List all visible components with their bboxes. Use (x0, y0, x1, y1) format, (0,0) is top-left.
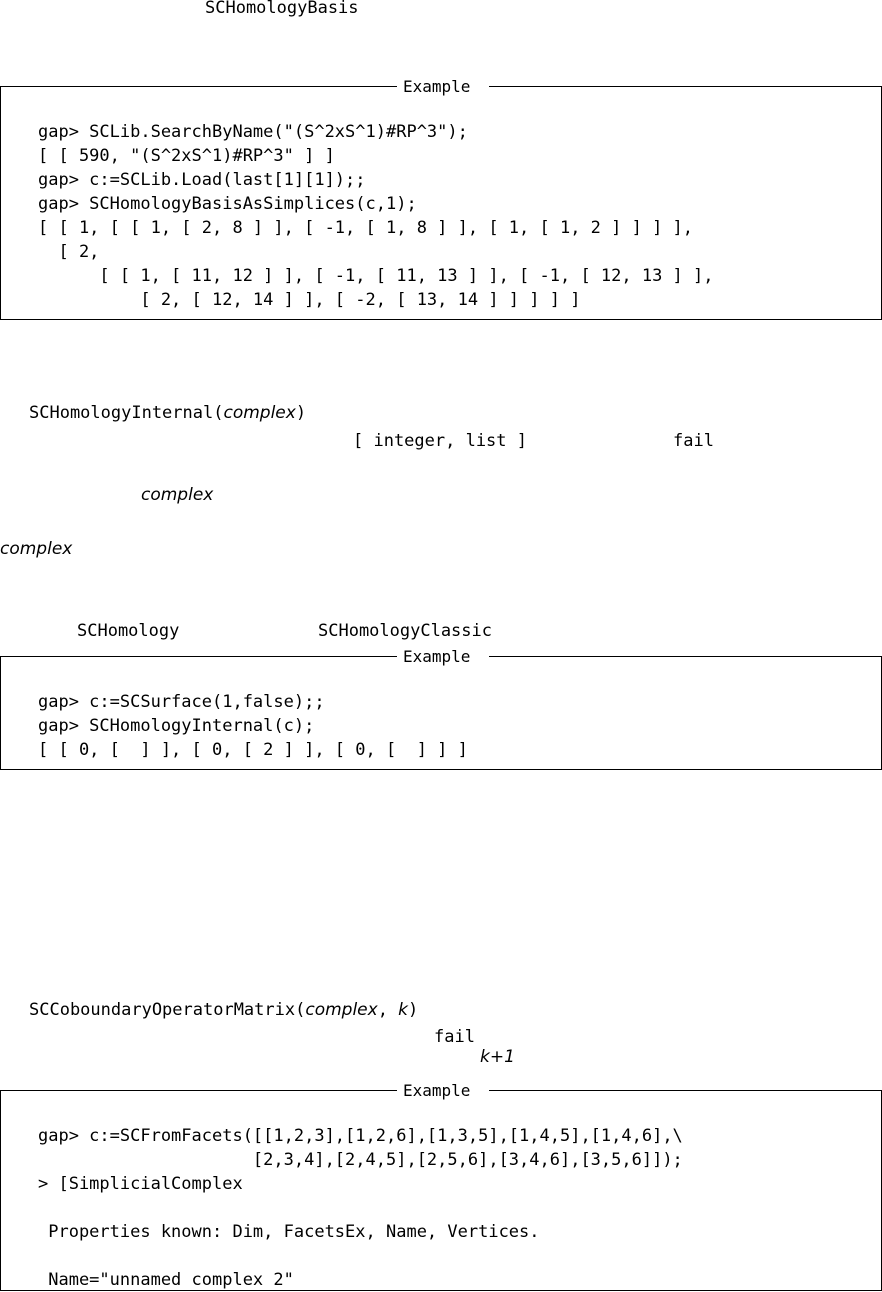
code-line: gap> SCHomologyBasisAsSimplices(c,1); (38, 194, 417, 214)
param-reference: complex (0, 539, 73, 559)
code-line: [ [ 590, "(S^2xS^1)#RP^3" ] ] (38, 146, 335, 166)
code-line (38, 1244, 683, 1268)
example-box-3 (0, 1081, 882, 1291)
code-line: [ [ 1, [ [ 1, [ 2, 8 ] ], [ -1, [ 1, 8 ] ], [ 1, [ 1, 2 ] ] ] ], (38, 218, 694, 238)
example-box-2 (0, 647, 882, 770)
code-line: [ [ 1, [ 11, 12 ] ], [ -1, [ 11, 13 ] ], [ -1, [ 12, 13 ] ], (38, 266, 714, 286)
function-name: SCCoboundaryOperatorMatrix( (29, 1000, 306, 1020)
param-reference: complex (141, 485, 214, 505)
code-line: > [SimplicialComplex (38, 1174, 243, 1194)
code-line: gap> SCLib.SearchByName("(S^2xS^1)#RP^3"); (38, 122, 468, 142)
code-line: [ [ 0, [ ] ], [ 0, [ 2 ] ], [ 0, [ ] ] ] (38, 740, 468, 760)
example-box-title: Example (397, 79, 476, 95)
returns-fail: fail (673, 431, 714, 451)
code-line: [ 2, (38, 242, 100, 262)
signature-close: ) (295, 403, 307, 423)
returns-fail: fail (434, 1027, 475, 1047)
function-name: SCHomologyInternal( (29, 403, 224, 423)
example-code-block (38, 96, 714, 312)
returns-type: [ integer, list ] (353, 431, 527, 451)
code-line: Properties known: Dim, FacetsEx, Name, Vertices. (38, 1222, 540, 1242)
code-line: gap> SCHomologyInternal(c); (38, 716, 315, 736)
code-line: [2,3,4],[2,4,5],[2,5,6],[3,4,6],[3,5,6]]); (38, 1150, 683, 1170)
code-line: Name="unnamed complex 2" (38, 1270, 294, 1290)
dimension-reference: k+1 (480, 1047, 515, 1067)
function-arg: complex (223, 403, 296, 423)
function-arg: k (398, 1000, 409, 1020)
function-arg: complex (305, 1000, 378, 1020)
code-line: gap> c:=SCSurface(1,false);; (38, 692, 325, 712)
page-header-title: SCHomologyBasis (205, 0, 359, 18)
code-line (38, 1196, 683, 1220)
example-box-1 (0, 77, 882, 320)
example-code-block (38, 1100, 683, 1292)
code-line: [ 2, [ 12, 14 ] ], [ -2, [ 13, 14 ] ] ] ] ] (38, 290, 581, 310)
function-signature (29, 405, 306, 422)
example-box-title: Example (397, 1083, 476, 1099)
example-box-title: Example (397, 649, 476, 665)
function-signature (29, 1002, 418, 1019)
see-also-link[interactable]: SCHomologyClassic (318, 621, 492, 641)
example-code-block (38, 666, 468, 762)
see-also-link[interactable]: SCHomology (77, 621, 180, 641)
signature-separator: , (377, 1000, 399, 1020)
signature-close: ) (408, 1000, 419, 1020)
code-line: gap> c:=SCLib.Load(last[1][1]);; (38, 170, 366, 190)
code-line: gap> c:=SCFromFacets([[1,2,3],[1,2,6],[1,3,5],[1,4,5],[1,4,6],\ (38, 1126, 683, 1146)
